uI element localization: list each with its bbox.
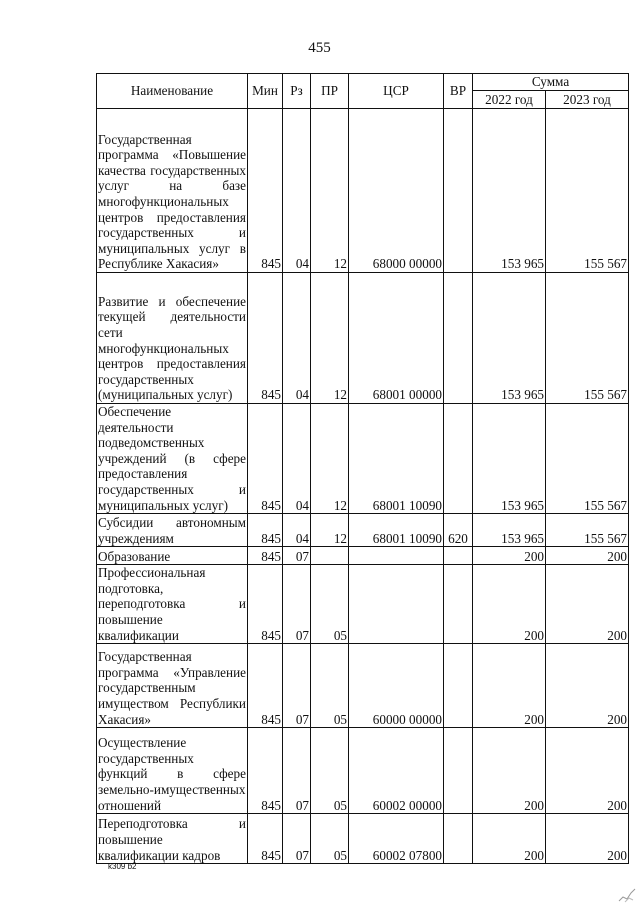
row-sum-2022: 153 965: [473, 273, 546, 404]
row-sum-2023: 155 567: [546, 514, 629, 547]
row-name: Государственная программа «Повышение качества государственных услуг на базе многофункциональных центров предоставления государственных и муниципальных услуг в Республике Хакасия»: [97, 109, 248, 273]
row-rz: 07: [283, 644, 311, 728]
row-rz: 04: [283, 273, 311, 404]
row-pr: 05: [311, 644, 349, 728]
row-name: Субсидии автономным учреждениям: [98, 514, 246, 546]
row-name: Переподготовка и повышение квалификации кадров: [97, 814, 248, 864]
row-sum-2023: 200: [546, 547, 629, 565]
table-row: [97, 565, 629, 644]
row-pr: 05: [311, 565, 349, 644]
table-row: [97, 514, 629, 547]
table-header: [97, 74, 629, 109]
row-vr: [444, 644, 473, 728]
row-name: Профессиональная подготовка, переподготовка и повышение квалификации: [98, 565, 246, 643]
table-row: [97, 109, 629, 273]
row-rz: 04: [283, 109, 311, 273]
header-rz: Рз: [283, 74, 311, 109]
row-pr: 12: [311, 404, 349, 514]
budget-table: [96, 73, 629, 864]
row-vr: [444, 547, 473, 565]
row-vr: [444, 565, 473, 644]
row-rz: 07: [283, 814, 311, 864]
table-row: [97, 273, 629, 404]
row-sum-2023: 200: [546, 728, 629, 814]
row-sum-2022: 200: [473, 565, 546, 644]
row-rz: 07: [283, 728, 311, 814]
row-min: 845: [248, 814, 283, 864]
row-min: 845: [248, 404, 283, 514]
table-row: [97, 644, 629, 728]
row-vr: [444, 404, 473, 514]
table-row: [97, 728, 629, 814]
table-body: [97, 109, 629, 864]
row-name: Обеспечение деятельности подведомственных учреждений (в сфере предоставления государственных и муниципальных услуг): [98, 404, 246, 513]
row-sum-2023: 200: [546, 565, 629, 644]
row-sum-2022: 200: [473, 644, 546, 728]
table-row: [97, 547, 629, 565]
row-sum-2022: 153 965: [473, 109, 546, 273]
row-pr: 12: [311, 273, 349, 404]
row-pr: 12: [311, 514, 349, 547]
header-year-2022: 2022 год: [473, 91, 546, 109]
row-rz: 04: [283, 404, 311, 514]
row-rz: 04: [283, 514, 311, 547]
table-row: [97, 404, 629, 514]
row-name: Государственная программа «Управление государственным имуществом Республики Хакасия»: [97, 644, 248, 728]
row-sum-2023: 200: [546, 814, 629, 864]
row-vr: [444, 273, 473, 404]
row-csr: [349, 565, 444, 644]
row-pr: 05: [311, 728, 349, 814]
header-year-2023: 2023 год: [546, 91, 629, 109]
row-vr: [444, 728, 473, 814]
page-number: 455: [308, 40, 331, 56]
scan-artifact-icon: [615, 877, 637, 903]
row-pr: 12: [311, 109, 349, 273]
row-csr: 68001 10090: [349, 514, 444, 547]
row-sum-2022: 153 965: [473, 404, 546, 514]
row-min: 845: [248, 514, 283, 547]
row-rz: 07: [283, 565, 311, 644]
table-row: [97, 814, 629, 864]
header-csr: ЦСР: [349, 74, 444, 109]
row-sum-2023: 155 567: [546, 273, 629, 404]
row-min: 845: [248, 565, 283, 644]
row-csr: 60000 00000: [349, 644, 444, 728]
row-min: 845: [248, 728, 283, 814]
row-vr: [444, 109, 473, 273]
document-code: k309 b2: [108, 862, 137, 871]
row-vr: 620: [444, 514, 473, 547]
row-csr: 60002 00000: [349, 728, 444, 814]
row-pr: 05: [311, 814, 349, 864]
row-csr: [349, 547, 444, 565]
row-csr: 68001 00000: [349, 273, 444, 404]
row-min: 845: [248, 273, 283, 404]
header-min: Мин: [248, 74, 283, 109]
row-name: Осуществление государственных функций в сфере земельно-имущественных отношений: [97, 728, 248, 814]
header-pr: ПР: [311, 74, 349, 109]
header-sum: Сумма: [473, 74, 629, 91]
row-vr: [444, 814, 473, 864]
row-csr: 60002 07800: [349, 814, 444, 864]
row-sum-2023: 155 567: [546, 404, 629, 514]
row-name: Развитие и обеспечение текущей деятельности сети многофункциональных центров предоставления государственных (муниципальных услуг): [97, 273, 248, 404]
header-vr: ВР: [444, 74, 473, 109]
row-sum-2022: 200: [473, 814, 546, 864]
row-name: Образование: [97, 547, 248, 565]
row-min: 845: [248, 644, 283, 728]
row-sum-2023: 155 567: [546, 109, 629, 273]
row-csr: 68001 10090: [349, 404, 444, 514]
row-sum-2022: 153 965: [473, 514, 546, 547]
header-name: Наименование: [97, 74, 248, 109]
row-sum-2022: 200: [473, 547, 546, 565]
row-sum-2022: 200: [473, 728, 546, 814]
row-rz: 07: [283, 547, 311, 565]
row-min: 845: [248, 547, 283, 565]
row-csr: 68000 00000: [349, 109, 444, 273]
row-pr: [311, 547, 349, 565]
row-sum-2023: 200: [546, 644, 629, 728]
row-min: 845: [248, 109, 283, 273]
